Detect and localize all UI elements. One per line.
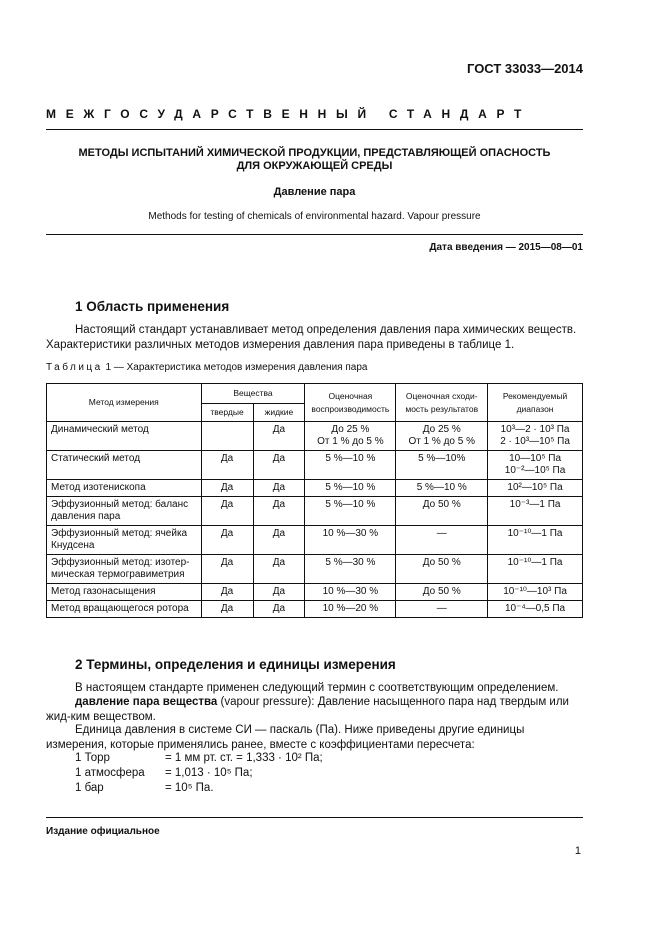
cell-convergence (396, 584, 488, 601)
section-2-paragraph-3: Единица давления в системе СИ — паскаль (Па). Ниже приведены другие единицы измерения, которые применялись ранее, вместе с коэффициентами пересчета: (46, 724, 525, 751)
table-row (47, 422, 583, 451)
cell-solid-line: Да (220, 499, 234, 510)
cell-liquid (253, 422, 305, 451)
cell-method-line: Метод вращающегося ротора (51, 603, 189, 614)
table-row (47, 601, 583, 618)
table-caption-label: Таблица (46, 362, 103, 373)
conversion-value: = 1,013 · 10⁵ Па; (165, 767, 253, 779)
cell-liquid (253, 451, 305, 480)
header-solid: твердые (201, 404, 253, 422)
cell-liquid (253, 601, 305, 618)
cell-range-line: 10⁻¹⁰—1 Па (507, 557, 563, 568)
cell-liquid-line: Да (272, 586, 286, 597)
cell-reproducibility (305, 497, 396, 526)
cell-liquid-line: Да (272, 528, 286, 539)
cell-solid-line: Да (220, 453, 234, 464)
conversion-value: = 10⁵ Па. (165, 782, 214, 794)
document-subtitle: Давление пара (273, 186, 356, 198)
english-title: Methods for testing of chemicals of environmental hazard. Vapour pressure (148, 211, 481, 222)
cell-solid (201, 584, 253, 601)
cell-solid (201, 601, 253, 618)
cell-range (488, 584, 583, 601)
cell-reproducibility-line: До 25 % (331, 424, 370, 435)
section-2-heading: 2 Термины, определения и единицы измерения (75, 657, 396, 672)
cell-reproducibility (305, 526, 396, 555)
footer-divider (46, 817, 583, 818)
cell-method (47, 422, 202, 451)
cell-liquid (253, 480, 305, 497)
cell-reproducibility-line: 10 %—30 % (322, 528, 379, 539)
cell-method-line: Эффузионный метод: баланс давления пара (51, 499, 189, 522)
cell-convergence-line: — (436, 528, 447, 539)
cell-convergence-line: До 50 % (422, 499, 461, 510)
cell-convergence-line: 5 %—10 % (416, 482, 467, 493)
cell-reproducibility-line: 5 %—10 % (325, 482, 376, 493)
cell-liquid-line: Да (272, 499, 286, 510)
cell-range-line: 10⁻³—1 Па (509, 499, 561, 510)
table-row (47, 526, 583, 555)
cell-convergence (396, 526, 488, 555)
cell-reproducibility-line: 5 %—30 % (325, 557, 376, 568)
table-row (47, 555, 583, 584)
methods-table (46, 383, 583, 618)
section-1-heading: 1 Область применения (75, 299, 230, 314)
cell-method (47, 526, 202, 555)
cell-reproducibility-line: 5 %—10 % (325, 453, 376, 464)
cell-liquid (253, 526, 305, 555)
cell-liquid (253, 555, 305, 584)
table-row (47, 497, 583, 526)
section-2-paragraph-1: В настоящем стандарте применен следующий термин с соответствующим определением. (75, 682, 559, 694)
section-1-paragraph-1: Настоящий стандарт устанавливает метод определения давления пара химических веществ. (75, 324, 577, 336)
top-divider (46, 129, 583, 130)
cell-solid-line: Да (220, 557, 234, 568)
cell-solid-line: Да (220, 586, 234, 597)
conversion-row (75, 767, 253, 779)
cell-convergence (396, 422, 488, 451)
cell-range-line: 10⁻¹⁰—1 Па (507, 528, 563, 539)
cell-method (47, 555, 202, 584)
cell-method-line: Статический метод (51, 453, 141, 464)
document-code: ГОСТ 33033—2014 (467, 61, 583, 76)
cell-range (488, 555, 583, 584)
cell-liquid (253, 497, 305, 526)
cell-solid-line: Да (220, 528, 234, 539)
cell-reproducibility (305, 555, 396, 584)
header-method: Метод измерения (47, 384, 202, 422)
table-row (47, 584, 583, 601)
table-row (47, 480, 583, 497)
header-reproducibility: Оценочная воспроизводимость (305, 384, 396, 422)
header-liquid: жидкие (253, 404, 305, 422)
conversion-row (75, 752, 323, 764)
cell-range-line: 10—10⁵ Па (509, 453, 562, 464)
conversion-unit: 1 бар (75, 782, 104, 794)
cell-convergence (396, 497, 488, 526)
cell-reproducibility-line: От 1 % до 5 % (317, 436, 384, 447)
cell-liquid (253, 584, 305, 601)
table-caption-text: 1 — Характеристика методов измерения давления пара (105, 362, 368, 373)
cell-reproducibility (305, 584, 396, 601)
cell-solid (201, 497, 253, 526)
cell-solid (201, 422, 253, 451)
header-range: Рекомендуемый диапазон (488, 384, 583, 422)
cell-range (488, 480, 583, 497)
cell-reproducibility-line: 5 %—10 % (325, 499, 376, 510)
cell-liquid-line: Да (272, 453, 286, 464)
cell-liquid-line: Да (272, 557, 286, 568)
cell-method-line: Динамический метод (51, 424, 149, 435)
cell-reproducibility (305, 451, 396, 480)
cell-method (47, 584, 202, 601)
cell-reproducibility (305, 601, 396, 618)
cell-solid (201, 526, 253, 555)
cell-convergence-line: До 50 % (422, 557, 461, 568)
cell-reproducibility (305, 480, 396, 497)
cell-liquid-line: Да (272, 424, 286, 435)
cell-convergence-line: До 50 % (422, 586, 461, 597)
table-row (47, 451, 583, 480)
interstate-standard-label: МЕЖГОСУДАРСТВЕННЫЙ СТАНДАРТ (46, 107, 532, 121)
section-1-paragraph-2: Характеристики различных методов измерения давления пара приведены в таблице 1. (46, 339, 515, 351)
term-definition (46, 695, 583, 725)
cell-range (488, 422, 583, 451)
cell-convergence-line: От 1 % до 5 % (408, 436, 476, 447)
cell-convergence-line: — (436, 603, 447, 614)
title-divider (46, 234, 583, 235)
header-substances: Вещества (201, 384, 305, 404)
cell-convergence (396, 555, 488, 584)
conversion-unit: 1 Торр (75, 752, 110, 764)
cell-method-line: Эффузионный метод: изотер-мическая термогравиметрия (51, 557, 190, 580)
cell-method (47, 480, 202, 497)
table-caption (46, 362, 367, 373)
cell-solid (201, 555, 253, 584)
page-number: 1 (574, 845, 581, 857)
cell-solid (201, 480, 253, 497)
cell-convergence (396, 601, 488, 618)
cell-convergence-line: 5 %—10% (418, 453, 466, 464)
term-name: давление пара вещества (75, 696, 218, 708)
cell-range (488, 497, 583, 526)
introduction-date: Дата введения — 2015—08—01 (429, 242, 583, 253)
cell-reproducibility-line: 10 %—30 % (322, 586, 379, 597)
cell-reproducibility-line: 10 %—20 % (322, 603, 379, 614)
conversion-unit: 1 атмосфера (75, 767, 145, 779)
conversion-value: = 1 мм рт. ст. = 1,333 · 10² Па; (165, 752, 323, 764)
cell-method-line: Метод изотенископа (51, 482, 146, 493)
cell-method-line: Метод газонасыщения (51, 586, 156, 597)
cell-liquid-line: Да (272, 482, 286, 493)
cell-range (488, 601, 583, 618)
cell-range (488, 526, 583, 555)
cell-liquid-line: Да (272, 603, 286, 614)
term-text: (vapour pressure): Давление насыщенного пара над твердым или жид-ким веществом. (46, 696, 569, 723)
cell-range-line: 10⁻⁴—0,5 Па (504, 603, 566, 614)
title-line-2: ДЛЯ ОКРУЖАЮЩЕЙ СРЕДЫ (236, 160, 393, 172)
cell-convergence (396, 451, 488, 480)
header-convergence: Оценочная сходи-мость результатов (396, 384, 488, 422)
title-line-1: МЕТОДЫ ИСПЫТАНИЙ ХИМИЧЕСКОЙ ПРОДУКЦИИ, ПРЕДСТАВЛЯЮЩЕЙ ОПАСНОСТЬ (78, 147, 551, 159)
cell-convergence-line: До 25 % (422, 424, 461, 435)
cell-reproducibility (305, 422, 396, 451)
cell-method (47, 601, 202, 618)
cell-method (47, 497, 202, 526)
cell-solid (201, 451, 253, 480)
cell-range-line: 10²—10⁵ Па (507, 482, 563, 493)
cell-range-line: 2 · 10³—10⁵ Па (500, 436, 570, 447)
cell-range-line: 10⁻¹⁰—10³ Па (503, 586, 567, 597)
cell-range (488, 451, 583, 480)
cell-solid-line: Да (220, 482, 234, 493)
conversion-row (75, 782, 214, 794)
official-edition-label: Издание официальное (46, 826, 160, 837)
cell-range-line: 10³—2 · 10³ Па (500, 424, 570, 435)
document-title (46, 147, 583, 173)
cell-solid-line: Да (220, 603, 234, 614)
cell-method-line: Эффузионный метод: ячейка Кнудсена (51, 528, 188, 551)
cell-range-line: 10⁻²—10⁵ Па (504, 465, 566, 476)
cell-method (47, 451, 202, 480)
cell-convergence (396, 480, 488, 497)
